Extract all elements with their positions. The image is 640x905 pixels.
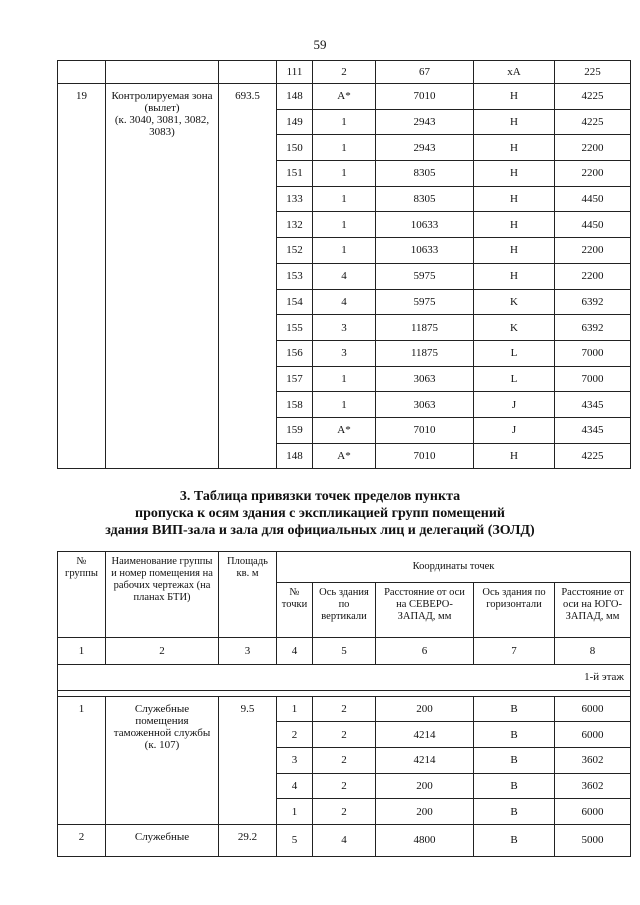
table-cell: H [474,186,555,212]
table-cell: 2 [313,722,376,748]
table-cell: H [474,263,555,289]
table-cell: 3 [313,315,376,341]
table-cell: 2200 [555,161,631,187]
table-cell: A* [313,84,376,110]
header-axis-vertical: Ось здания по вертикали [313,583,376,638]
table-cell: 111 [277,61,313,84]
table-cell: B [474,696,555,722]
table-cell: 2200 [555,263,631,289]
table-cell: 1 [313,392,376,418]
header-point-num: № точки [277,583,313,638]
table-cell: 2943 [376,135,474,161]
table-cell: 2200 [555,135,631,161]
table-cell: 149 [277,109,313,135]
table-cell: 8305 [376,161,474,187]
table-cell: 148 [277,443,313,469]
table-cell: 156 [277,340,313,366]
group-name: Контролируемая зона (вылет) (к. 3040, 3081, 3082, 3083) [106,84,219,469]
table-cell: 4214 [376,748,474,774]
table-cell: H [474,84,555,110]
header-dist-nw: Расстояние от оси на СЕВЕРО-ЗАПАД, мм [376,583,474,638]
table-cell: 1 [313,238,376,264]
header-area: Площадь кв. м [219,552,277,638]
header-group-name: Наименование группы и номер помещения на рабочих чертежах (на планах БТИ) [106,552,219,638]
table-cell: 151 [277,161,313,187]
header-dist-sw: Расстояние от оси на ЮГО-ЗАПАД, мм [555,583,631,638]
group-number: 1 [58,696,106,824]
table-cell: 4345 [555,417,631,443]
section-title-line: 3. Таблица привязки точек пределов пункта [179,489,461,504]
table-cell: 3602 [555,748,631,774]
group-area: 9.5 [219,696,277,824]
header-coords: Координаты точек [277,552,631,583]
table-row [58,61,631,84]
table-cell: 4 [277,773,313,799]
table-cell: 3 [313,340,376,366]
header-group-num: № группы [58,552,106,638]
coordinates-table-continued [57,60,631,469]
table-row [58,696,631,722]
table-cell: 10633 [376,238,474,264]
table-cell: 154 [277,289,313,315]
group-name: Служебные помещения таможенной службы (к. 107) [106,696,219,824]
table-cell: 4225 [555,84,631,110]
col-number: 7 [474,638,555,665]
table-cell: 4225 [555,109,631,135]
table-cell: B [474,773,555,799]
table-cell: 4 [313,263,376,289]
table-cell: 133 [277,186,313,212]
table-cell [58,61,106,84]
col-number: 5 [313,638,376,665]
table-cell [106,61,219,84]
col-number: 1 [58,638,106,665]
zold-coordinates-table [57,551,631,857]
table-cell: H [474,161,555,187]
table-cell: K [474,315,555,341]
table-cell: 6000 [555,799,631,825]
table-cell: J [474,392,555,418]
table-cell: 200 [376,696,474,722]
table-cell: 2943 [376,109,474,135]
table-cell: 2 [313,696,376,722]
table-cell: 6000 [555,722,631,748]
table-cell: xA [474,61,555,84]
table-cell: 1 [313,366,376,392]
table-cell: 4800 [376,825,474,857]
table-cell: 11875 [376,315,474,341]
table-cell: 159 [277,417,313,443]
section-title [0,488,640,539]
header-axis-horizontal: Ось здания по горизонтали [474,583,555,638]
table-cell: 4345 [555,392,631,418]
table-cell: 153 [277,263,313,289]
table-cell: 6000 [555,696,631,722]
table-cell: L [474,366,555,392]
group-area: 29.2 [219,825,277,857]
table-cell: 200 [376,773,474,799]
table-cell: 7010 [376,84,474,110]
table-cell: 3063 [376,366,474,392]
table-cell: 7010 [376,443,474,469]
table-cell: 2 [277,722,313,748]
table-cell: 1 [277,799,313,825]
group-area: 693.5 [219,84,277,469]
col-number: 2 [106,638,219,665]
table-row [58,84,631,110]
table-cell: 1 [277,696,313,722]
table-cell: 5975 [376,289,474,315]
table-cell: B [474,825,555,857]
table-cell: 3 [277,748,313,774]
floor-label: 1-й этаж [58,665,631,691]
table-cell: 200 [376,799,474,825]
group-number: 2 [58,825,106,857]
table-cell: 6392 [555,315,631,341]
table-cell: 7000 [555,340,631,366]
table-cell: H [474,109,555,135]
group-number: 19 [58,84,106,469]
table-cell: 152 [277,238,313,264]
table-cell: K [474,289,555,315]
section-title-line: пропуска к осям здания с экспликацией групп помещений [135,506,505,521]
table-cell: 2 [313,773,376,799]
table-cell: 11875 [376,340,474,366]
table-cell: 5975 [376,263,474,289]
table-cell: J [474,417,555,443]
col-number: 4 [277,638,313,665]
table-cell: 2 [313,61,376,84]
table-cell: 2 [313,799,376,825]
table-cell: 157 [277,366,313,392]
table-cell: 7010 [376,417,474,443]
table-cell: 7000 [555,366,631,392]
table-cell: 4450 [555,186,631,212]
table-cell: 4225 [555,443,631,469]
table-cell: A* [313,443,376,469]
table-cell: H [474,443,555,469]
table-cell: B [474,799,555,825]
table-cell: 150 [277,135,313,161]
table-cell: 158 [277,392,313,418]
col-number: 8 [555,638,631,665]
page-number: 59 [313,37,327,52]
table-cell: 8305 [376,186,474,212]
table-row [58,825,631,857]
col-number: 6 [376,638,474,665]
table-cell: 155 [277,315,313,341]
table-cell: 4214 [376,722,474,748]
table-cell [219,61,277,84]
table-cell: H [474,238,555,264]
table-cell: 67 [376,61,474,84]
table-cell: 132 [277,212,313,238]
group-name: Служебные [106,825,219,857]
table-cell: 4450 [555,212,631,238]
table-cell: 2200 [555,238,631,264]
table-cell: 6392 [555,289,631,315]
table-cell: 1 [313,135,376,161]
table-cell: H [474,212,555,238]
table-cell: 1 [313,109,376,135]
table-cell: 5 [277,825,313,857]
table-cell: 4 [313,289,376,315]
table-cell: 1 [313,186,376,212]
table-cell: 225 [555,61,631,84]
table-cell: B [474,748,555,774]
table-cell: 5000 [555,825,631,857]
table-cell: 10633 [376,212,474,238]
table-cell: 3063 [376,392,474,418]
table-cell: A* [313,417,376,443]
table-cell: 4 [313,825,376,857]
col-number: 3 [219,638,277,665]
section-title-line: здания ВИП-зала и зала для официальных лиц и делегаций (ЗОЛД) [105,523,535,538]
table-cell: 1 [313,161,376,187]
table-cell: H [474,135,555,161]
table-cell: 1 [313,212,376,238]
table-cell: B [474,722,555,748]
table-cell: 3602 [555,773,631,799]
table-cell: 148 [277,84,313,110]
table-cell: 2 [313,748,376,774]
table-cell: L [474,340,555,366]
